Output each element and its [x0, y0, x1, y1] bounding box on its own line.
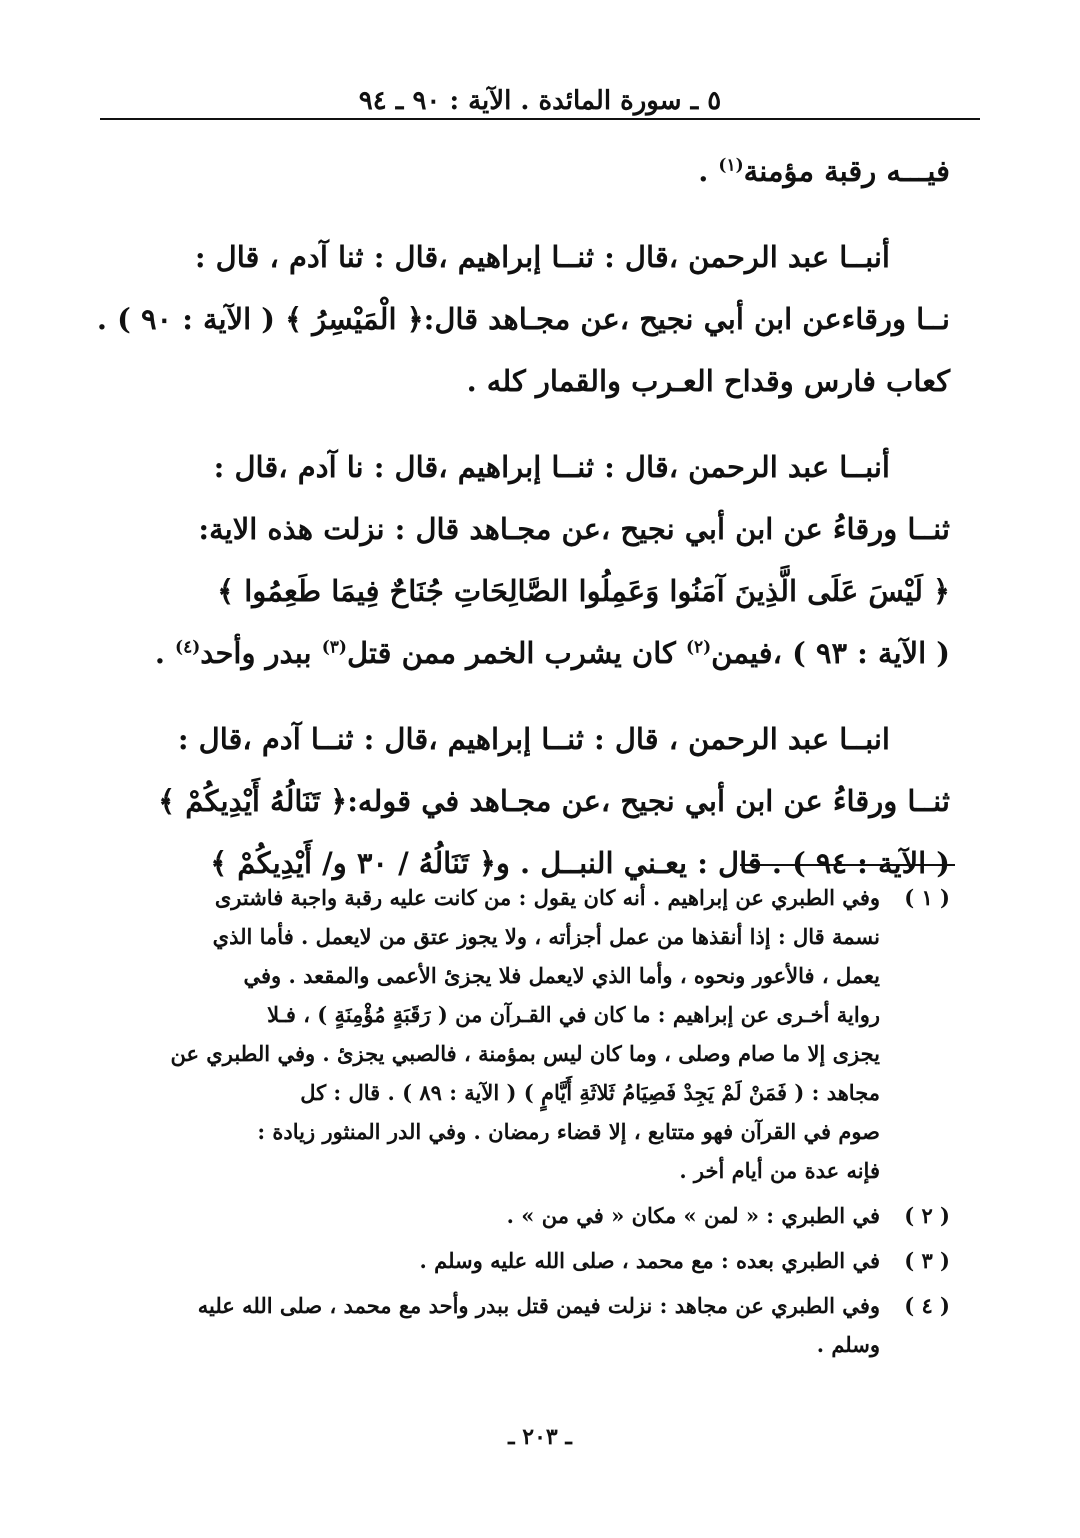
text-line: كعاب فارس وقداح العـرب والقمار كله .: [466, 364, 950, 398]
footnote-ref[interactable]: (٤): [175, 637, 201, 658]
text-span: نــا ورقاءعن ابن أبي نجيح ،عن مجـاهد قال:: [423, 302, 950, 336]
text-line: [96, 288, 950, 350]
verse-reference: ( الآية : ٩٠ ) .: [96, 302, 276, 336]
footnote-line: في الطبري : « لمن » مكان « في من » .: [506, 1203, 880, 1228]
footnotes: [118, 878, 950, 1370]
footnote-ref[interactable]: (١): [718, 155, 744, 176]
paragraph-4: [118, 708, 950, 894]
text-span: ( الآية : ٩٣ ) ،فيمن: [711, 636, 950, 670]
footnote-number: ( ١ ): [904, 885, 950, 910]
header-rule: [100, 118, 980, 120]
quran-verse: ﴿ تَنَالُهُ / ٣٠ و/ أَيْدِيكُمْ ﴾: [210, 846, 496, 880]
footnote-line: نسمة قال : إذا أنقذها من عمل أجزأته ، ولا يجوز عتق من لايعمل . فأما الذي: [212, 924, 880, 949]
footnote-line: يجزى إلا ما صام وصلى ، وما كان ليس بمؤمنة ، فالصبي يجزئ . وفي الطبري عن: [170, 1041, 880, 1066]
footnote-2: [118, 1196, 950, 1235]
text-line: ثنــا ورقاءُ عن ابن أبي نجيح ،عن مجـاهد قال : نزلت هذه الاية:: [198, 512, 950, 546]
text-span: ببدر وأحد: [200, 636, 322, 670]
text-line: أنبــا عبد الرحمن ،قال : ثنــا إبراهيم ،قال : نا آدم ،قال :: [213, 450, 890, 484]
footnote-line: وفي الطبري عن مجاهد : نزلت فيمن قتل ببدر وأحد مع محمد ، صلى الله عليه: [197, 1293, 880, 1318]
text-line: [118, 770, 950, 832]
footnote-line: فإنه عدة من أيام أخر .: [679, 1158, 880, 1183]
quran-verse: ﴿ الْمَيْسِرُ ﴾: [285, 302, 424, 336]
text-span: ( الآية : ٩٤ ) . قال : يعـني النبــل . و: [495, 846, 950, 880]
main-text: [96, 140, 950, 918]
footnote-line: في الطبري بعده : مع محمد ، صلى الله عليه وسلم .: [419, 1248, 880, 1273]
footnote-3: [118, 1241, 950, 1280]
paragraph-3: [118, 436, 950, 684]
footnote-number: ( ٣ ): [904, 1248, 950, 1273]
footnote-ref[interactable]: (٣): [321, 637, 347, 658]
text-line: [118, 140, 950, 202]
paragraph-1: [118, 140, 950, 202]
text-line: [118, 622, 950, 684]
text-span: ثنــا ورقاءُ عن ابن أبي نجيح ،عن مجـاهد في قوله:: [347, 784, 950, 818]
text-span: كان يشرب الخمر ممن قتل: [346, 636, 686, 670]
footnote-1: [118, 878, 950, 1190]
text-line: انبــا عبد الرحمن ، قال : ثنــا إبراهيم ،قال : ثنــا آدم ،قال :: [177, 722, 890, 756]
running-header: ٥ ـ سورة المائدة . الآية : ٩٠ ـ ٩٤: [358, 86, 722, 116]
paragraph-2: [96, 226, 950, 412]
text-line: أنبــا عبد الرحمن ،قال : ثنــا إبراهيم ،قال : ثنا آدم ، قال :: [194, 240, 890, 274]
footnote-separator: [740, 864, 955, 866]
footnote-number: ( ٢ ): [904, 1203, 950, 1228]
text-span: .: [698, 154, 719, 188]
text-span: فيـــه رقبة مؤمنة: [743, 154, 950, 188]
footnote-number: ( ٤ ): [904, 1293, 950, 1318]
footnote-ref[interactable]: (٢): [685, 637, 712, 658]
footnote-line: يعمل ، فالأعور ونحوه ، وأما الذي لايعمل فلا يجزئ الأعمى والمقعد . وفي: [243, 963, 880, 988]
text-span: .: [154, 636, 176, 670]
footnote-line: رواية أخـرى عن إبراهيم : ما كان في القـرآن من ( رَقَبَةٍ مُؤْمِنَةٍ ) ، فـلا: [267, 1002, 880, 1027]
footnote-line: وفي الطبري عن إبراهيم . أنه كان يقول : من كانت عليه رقبة واجبة فاشترى: [214, 885, 880, 910]
footnote-line: مجاهد : ( فَمَنْ لَمْ يَجِدْ فَصِيَامُ ثَلاثَةِ أَيَّامٍ ) ( الآية : ٨٩ ) . قال : كل: [300, 1080, 880, 1105]
footnote-line: صوم في القرآن فهو متتابع ، إلا قضاء رمضان . وفي الدر المنثور زيادة :: [257, 1119, 880, 1144]
page-number: ـ ٢٠٣ ـ: [508, 1424, 572, 1450]
quran-verse: ﴿ لَيْسَ عَلَى الَّذِينَ آمَنُوا وَعَمِلُوا الصَّالِحَاتِ جُنَاحٌ فِيمَا طَعِمُوا ﴾: [217, 574, 950, 608]
quran-verse: ﴿ تَنَالُهُ أَيْدِيكُمْ ﴾: [158, 784, 348, 818]
footnote-line: وسلم .: [816, 1332, 880, 1357]
footnote-4: [118, 1286, 950, 1364]
